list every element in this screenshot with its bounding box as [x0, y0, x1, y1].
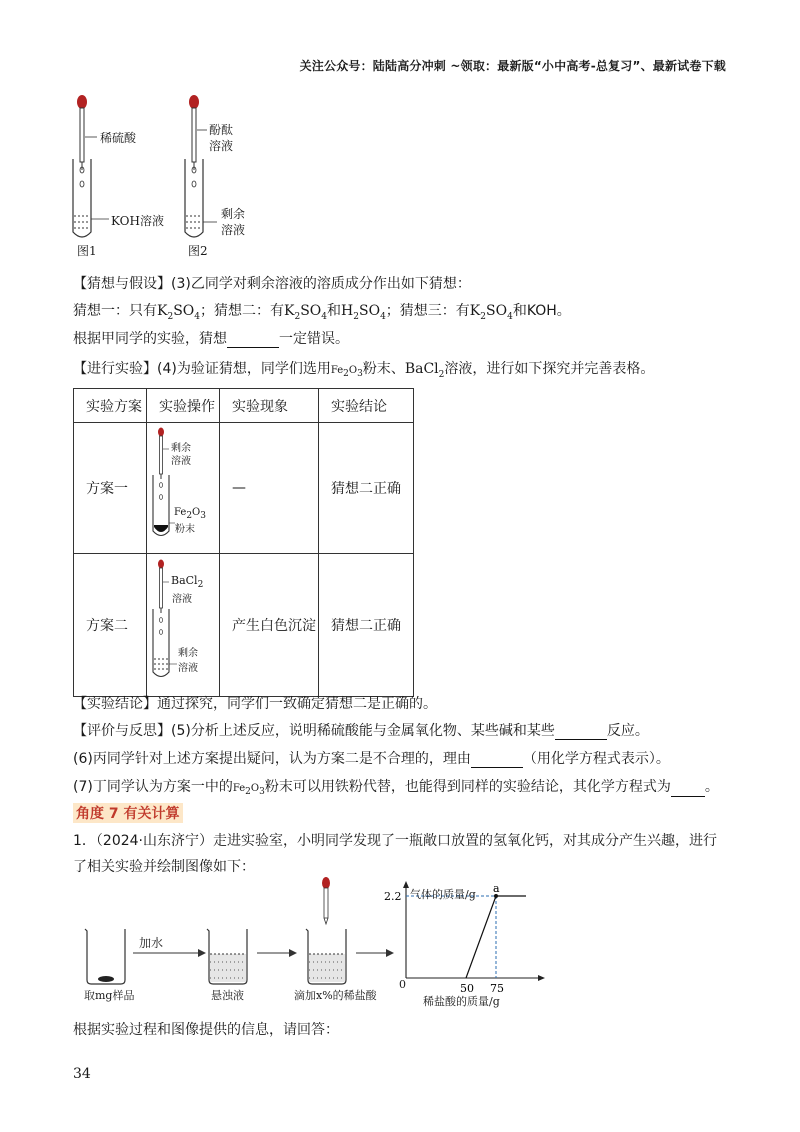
- guess2-prefix: ；猜想二：有: [200, 303, 285, 319]
- row2-conclusion: 猜想二正确: [319, 554, 414, 697]
- reflection-q7: [73, 776, 719, 797]
- conclusion-line: [73, 693, 437, 713]
- experiment-text-c: 溶液，进行如下探究并完善表格。: [444, 361, 655, 377]
- beaker-suspension: [207, 929, 247, 984]
- q7-formula: $Fe_2O_3$: [232, 783, 265, 797]
- reflection-q6: [73, 748, 670, 768]
- row2-dropper-label-1: BaCl$_2$: [171, 574, 204, 591]
- fig2-solution-label-2: 溶液: [221, 223, 246, 237]
- experiment-formula-fe2o3: $Fe_2O_3$: [330, 365, 363, 379]
- chart-origin-label: 0: [399, 978, 406, 991]
- guess1-formula: $K_2SO_4$: [157, 303, 201, 322]
- beaker-sample: [85, 929, 125, 984]
- q5-text-b: 反应。: [606, 723, 649, 739]
- hypothesis-guesses: [73, 300, 571, 322]
- table-row: [74, 554, 414, 697]
- row2-dropper-label-2: 溶液: [172, 594, 192, 605]
- experiment-text-b: 粉末、: [362, 361, 405, 377]
- fig2-dropper-label-1: 酚酞: [209, 123, 234, 137]
- row2-phenomenon: 产生白色沉淀: [220, 554, 319, 697]
- experiment-tag: 【进行实验】: [73, 361, 157, 377]
- reflection-q5: [73, 720, 649, 740]
- experiment-text-a: (4)为验证猜想，同学们选用: [157, 361, 331, 377]
- q6-text-a: (6)丙同学针对上述方案提出疑问，认为方案二是不合理的，理由: [73, 751, 471, 767]
- hypothesis-judge: [73, 328, 349, 348]
- guess3-and: 和: [512, 303, 527, 319]
- row1-tube-label-1: $Fe_2O_3$: [174, 507, 206, 521]
- step2-label: 悬浊液: [211, 989, 244, 1002]
- page-number: 34: [73, 1066, 91, 1082]
- step1-label: 取mg样品: [84, 989, 135, 1002]
- q7-text-a: (7)丁同学认为方案一中的: [73, 779, 233, 795]
- row2-operation: [147, 554, 220, 697]
- row1-plan: 方案一: [74, 423, 147, 554]
- page-header: 关注公众号：陆陆高分冲刺 ~领取：最新版“小中高考-总复习”、最新试卷下载: [299, 59, 726, 73]
- reflection-tag: 【评价与反思】: [73, 723, 171, 739]
- chart-x-tick-label: 75: [490, 982, 504, 995]
- hypothesis-tag: 【猜想与假设】: [73, 276, 171, 292]
- experiment-table: [73, 388, 414, 697]
- experiment-intro: [73, 358, 654, 380]
- answer-blank-q5[interactable]: [555, 725, 607, 740]
- experiment-formula-bacl2: BaCl$_2$: [404, 361, 445, 380]
- problem1-line1: 1．（2024·山东济宁）走进实验室，小明同学发现了一瓶敞口放置的氢氧化钙，对其成分产生兴趣，进行: [73, 833, 717, 849]
- row1-conclusion: 猜想二正确: [319, 423, 414, 554]
- fig1-solution-label: KOH溶液: [111, 214, 164, 228]
- hypothesis-intro: [73, 273, 471, 293]
- guess2-formula-b: $H_2SO_4$: [341, 303, 386, 322]
- conclusion-tag: 【实验结论】: [73, 696, 157, 712]
- fig2-dropper-label-2: 溶液: [209, 139, 234, 153]
- fig2-test-tube: [185, 159, 203, 237]
- q7-text-b: 粉末可以用铁粉代替，也能得到同样的实验结论，其化学方程式为: [264, 779, 671, 795]
- row1-dropper-label-2: 溶液: [171, 456, 191, 467]
- judge-text-b: 一定错误。: [279, 331, 349, 347]
- fig1-dropper: [77, 95, 87, 170]
- row2-plan: 方案二: [74, 554, 147, 697]
- table-header-plan: 实验方案: [74, 389, 147, 423]
- fig2-solution-label-1: 剩余: [221, 207, 246, 221]
- arrow-label-add-water: 加水: [139, 936, 164, 950]
- fig2-dropper: [189, 95, 199, 170]
- chart-y-axis-label: 气体的质量/g: [410, 888, 476, 901]
- row1-phenomenon: —: [220, 423, 319, 554]
- fig2-caption: 图2: [188, 244, 208, 258]
- chart-x-tick-label: 50: [460, 982, 474, 995]
- chart-point-label: a: [493, 882, 500, 895]
- guess3-prefix: ；猜想三：有: [385, 303, 470, 319]
- table-header-phenomenon: 实验现象: [220, 389, 319, 423]
- chart-y-tick-label: 2.2: [384, 890, 402, 903]
- hypothesis-text: (3)乙同学对剩余溶液的溶质成分作出如下猜想：: [171, 276, 471, 292]
- beaker-reaction: [306, 929, 346, 984]
- row2-tube-label-2: 溶液: [178, 663, 198, 674]
- row1-tube-label-2: 粉末: [175, 524, 195, 535]
- answer-blank-q7[interactable]: [671, 782, 705, 797]
- guess1-prefix: 猜想一：只有: [73, 303, 157, 319]
- chart-x-axis-label: 稀盐酸的质量/g: [423, 995, 500, 1008]
- fig1-caption: 图1: [77, 244, 97, 258]
- q7-text-c: 。: [704, 779, 719, 795]
- problem1-ask: 根据实验过程和图像提供的信息，请回答：: [73, 1022, 339, 1038]
- guess2-and: 和: [327, 303, 342, 319]
- problem1-line2: 了相关实验并绘制图像如下：: [73, 859, 255, 875]
- table-row: [74, 423, 414, 554]
- section-title: 角度 7 有关计算: [73, 803, 183, 823]
- table-header-conclusion: 实验结论: [319, 389, 414, 423]
- dropper-hcl: [322, 877, 330, 924]
- guess3-tail: KOH。: [526, 303, 571, 319]
- guess2-formula-a: $K_2SO_4$: [284, 303, 328, 322]
- guess3-formula: $K_2SO_4$: [469, 303, 513, 322]
- fig1-test-tube: [73, 159, 91, 237]
- conclusion-text: 通过探究，同学们一致确定猜想二是正确的。: [157, 696, 437, 712]
- problem1-process-diagram: [75, 872, 395, 992]
- fig1-dropper-label: 稀硫酸: [100, 131, 137, 145]
- judge-text-a: 根据甲同学的实验，猜想: [73, 331, 227, 347]
- row2-tube-label-1: 剩余: [178, 648, 198, 659]
- row1-operation: [147, 423, 220, 554]
- q5-text-a: (5)分析上述反应，说明稀硫酸能与金属氧化物、某些碱和某些: [171, 723, 555, 739]
- table-header-row: [74, 389, 414, 423]
- answer-blank-guess[interactable]: [227, 333, 279, 348]
- answer-blank-q6[interactable]: [471, 753, 523, 768]
- row1-dropper-label-1: 剩余: [171, 443, 191, 454]
- table-header-operation: 实验操作: [147, 389, 220, 423]
- q6-text-b: （用化学方程式表示）。: [522, 751, 670, 767]
- step3-label: 滴加x%的稀盐酸: [294, 989, 377, 1002]
